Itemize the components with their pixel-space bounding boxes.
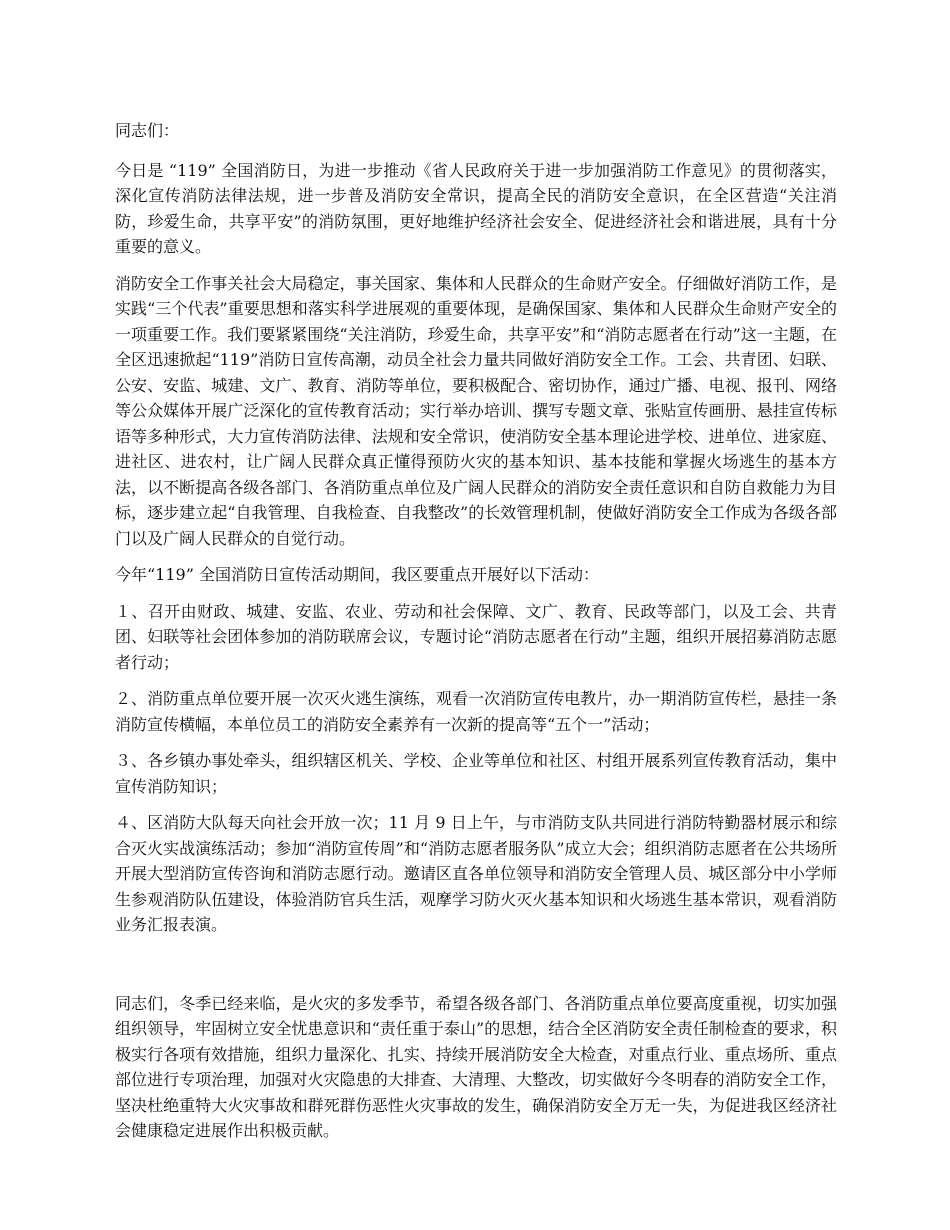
paragraph-importance: 消防安全工作事关社会大局稳定，事关国家、集体和人民群众的生命财产安全。仔细做好消防工作，是实践“三个代表”重要思想和落实科学进展观的重要体现，是确保国家、集体和人民群众生命财产安全的一项重要工作。我们要紧紧围绕“关注消防，珍爱生命，共享平安”和“消防志愿者在行动”这一主题，在全区迅速掀起“119”消防日宣传高潮，动员全社会力量共同做好消防安全工作。工会、共青团、妇联、公安、安监、城建、文广、教育、消防等单位，要积极配合、密切协作，通过广播、电视、报刊、网络等公众媒体开展广泛深化的宣传教育活动；实行举办培训、撰写专题文章、张贴宣传画册、悬挂宣传标语等多种形式，大力宣传消防法律、法规和安全常识，使消防安全基本理论进学校、进单位、进家庭、进社区、进农村，让广阔人民群众真正懂得预防火灾的基本知识、基本技能和掌握火场逃生的基本方法，以不断提高各级各部门、各消防重点单位及广阔人民群众的消防安全责任意识和自防自救能力为目标，逐步建立起“自我管理、自我检查、自我整改”的长效管理机制，使做好消防安全工作成为各级各部门以及广阔人民群众的自觉行动。 xyxy=(115,273,837,548)
section-spacer xyxy=(115,949,837,991)
greeting: 同志们： xyxy=(115,121,180,140)
list-item-activity-4: ４、区消防大队每天向社会开放一次；11 月 9 日上午，与市消防支队共同进行消防特勤器材展示和综合灭火实战演练活动；参加“消防宣传周”和“消防志愿者服务队”成立大会；组织消防志愿者在公共场所开展大型消防宣传咨询和消防志愿行动。邀请区直各单位领导和消防安全管理人员、城区部分中小学师生参观消防队伍建设，体验消防官兵生活，观摩学习防火灭火基本知识和火场逃生基本常识，观看消防业务汇报表演。 xyxy=(115,813,837,934)
list-item-activity-3: ３、各乡镇办事处牵头，组织辖区机关、学校、企业等单位和社区、村组开展系列宣传教育活动，集中宣传消防知识； xyxy=(115,751,837,796)
list-item-activity-1: １、召开由财政、城建、安监、农业、劳动和社会保障、文广、教育、民政等部门，以及工会、共青团、妇联等社会团体参加的消防联席会议，专题讨论“消防志愿者在行动”主题，组织开展招募消防志愿者行动； xyxy=(115,601,837,672)
document-body xyxy=(115,118,837,1155)
list-item-activity-2: ２、消防重点单位要开展一次灭火逃生演练，观看一次消防宣传电教片，办一期消防宣传栏，悬挂一条消防宣传横幅，本单位员工的消防安全素养有一次新的提高等“五个一”活动； xyxy=(115,689,837,734)
paragraph-intro: 今日是 “119” 全国消防日，为进一步推动《省人民政府关于进一步加强消防工作意见》的贯彻落实，深化宣传消防法律法规，进一步普及消防安全常识，提高全民的消防安全意识，在全区营造“关注消防，珍爱生命，共享平安”的消防氛围，更好地维护经济社会安全、促进经济社会和谐进展，具有十分重要的意义。 xyxy=(115,160,837,256)
paragraph-activities-intro: 今年“119” 全国消防日宣传活动期间，我区要重点开展好以下活动： xyxy=(115,565,599,584)
paragraph-closing: 同志们，冬季已经来临，是火灾的多发季节，希望各级各部门、各消防重点单位要高度重视，切实加强组织领导，牢固树立安全忧患意识和“责任重于泰山”的思想，结合全区消防安全责任制检查的要求，积极实行各项有效措施，组织力量深化、扎实、持续开展消防安全大检查，对重点行业、重点场所、重点部位进行专项治理，加强对火灾隐患的大排查、大清理、大整改，切实做好今冬明春的消防安全工作，坚决杜绝重特大火灾事故和群死群伤恶性火灾事故的发生，确保消防安全万无一失，为促进我区经济社会健康稳定进展作出积极贡献。 xyxy=(115,993,837,1140)
